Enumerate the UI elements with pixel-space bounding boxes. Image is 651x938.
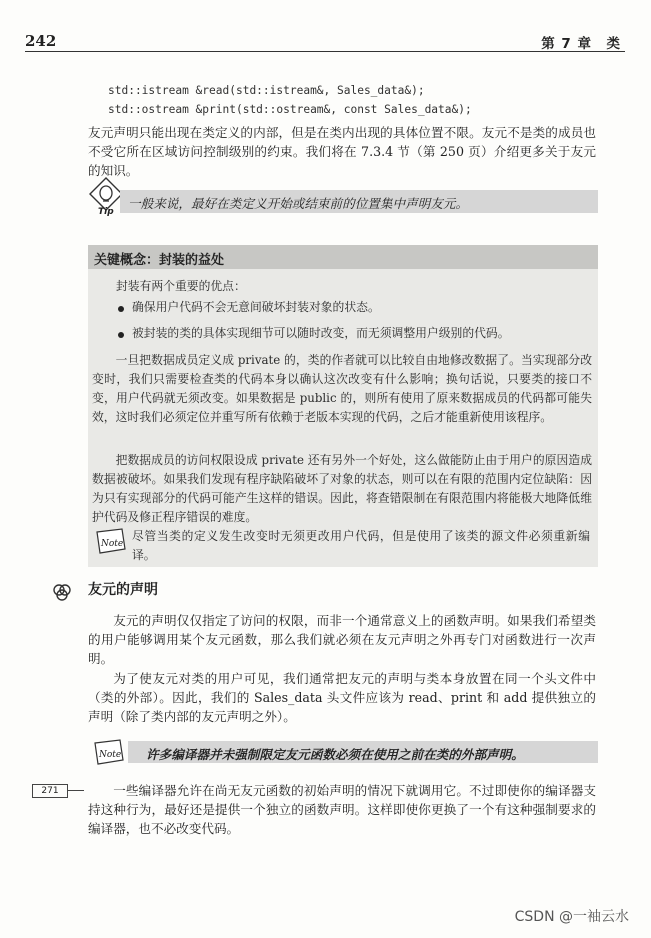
section-para3: 一些编译器允许在尚无友元函数的初始声明的情况下就调用它。不过即使你的编译器支持这种行为，最好还是提供一个独立的函数声明。这样即使你更换了一个有这种强制要求的编译器，也不必改变代码。: [88, 783, 596, 836]
note-icon: [94, 527, 128, 558]
code-line: std::ostream &print(std::ostream&, const Sales_data&);: [108, 103, 472, 116]
intro-paragraph: 友元声明只能出现在类定义的内部，但是在类内出现的具体位置不限。友元不是类的成员也不受它所在区域访问控制级别的约束。我们将在 7.3.4 节（第 250 页）介绍更多关于友元的知识。: [88, 125, 596, 178]
key-concept-box: [88, 245, 598, 567]
tip-text: 一般来说，最好在类定义开始或结束前的位置集中声明友元。: [128, 196, 469, 211]
margin-ref-line: [68, 790, 84, 791]
key-concept-header: [88, 245, 598, 269]
page-header: [25, 30, 625, 52]
bullet-dot: [118, 306, 124, 312]
section-para1: 友元的声明仅仅指定了访问的权限，而非一个通常意义上的函数声明。如果我们希望类的用户能够调用某个友元函数，那么我们就必须在友元声明之外再专门对函数进行一次声明。: [88, 613, 596, 666]
bullet-item: 被封装的类的具体实现细节可以随时改变，而无须调整用户级别的代码。: [132, 326, 510, 340]
margin-page-ref: 271: [32, 784, 68, 798]
bullet-item: 确保用户代码不会无意间破坏封装对象的状态。: [132, 300, 380, 314]
section-para2: 为了使友元对类的用户可见，我们通常把友元的声明与类本身放置在同一个头文件中（类的外部）。因此，我们的 Sales_data 头文件应该为 read、print 和 add 提供独立的声明（除了类内部的友元声明之外）。: [88, 671, 596, 724]
svg-text:Note: Note: [99, 750, 122, 760]
note-label: [92, 738, 93, 739]
watermark: CSDN @一袖云水: [514, 909, 629, 925]
section-icon: [52, 582, 72, 602]
tip-label: Tip: [98, 207, 114, 217]
section-title: 友元的声明: [88, 582, 158, 598]
bullet-dot: [118, 332, 124, 338]
note-icon: [92, 738, 126, 769]
key-concept-intro: 封装有两个重要的优点：: [116, 279, 246, 293]
svg-text:Note: Note: [101, 539, 124, 549]
code-line: std::istream &read(std::istream&, Sales_data&);: [108, 84, 425, 97]
chapter-title: 第 7 章 类: [541, 36, 621, 52]
note-label: [100, 516, 101, 517]
key-concept-para1: 一旦把数据成员定义成 private 的，类的作者就可以比较自由地修改数据了。当实现部分改变时，我们只需要检查类的代码本身以确认这次改变有什么影响；换句话说，只要类的接口不变，用户代码就无须改变。如果数据是 public 的，则所有使用了原来数据成员的代码都可能失效，这时我们必须定位并重写所有依赖于老版本实现的代码，之后才能重新使用该程序。: [92, 353, 592, 424]
key-concept-title: 关键概念：封装的益处: [94, 253, 225, 268]
note-text: 许多编译器并未强制限定友元函数必须在使用之前在类的外部声明。: [146, 747, 524, 762]
page-number: 242: [25, 32, 57, 50]
key-concept-note: 尽管当类的定义发生改变时无须更改用户代码，但是使用了该类的源文件必须重新编译。: [132, 529, 590, 562]
key-concept-para2: 把数据成员的访问权限设成 private 还有另外一个好处，这么做能防止由于用户的原因造成数据被破坏。如果我们发现有程序缺陷破坏了对象的状态，则可以在有限的范围内定位缺陷：因为只有实现部分的代码可能产生这样的错误。因此，将查错限制在有限范围内将能极大地降低维护代码及修正程序错误的难度。: [92, 453, 592, 524]
